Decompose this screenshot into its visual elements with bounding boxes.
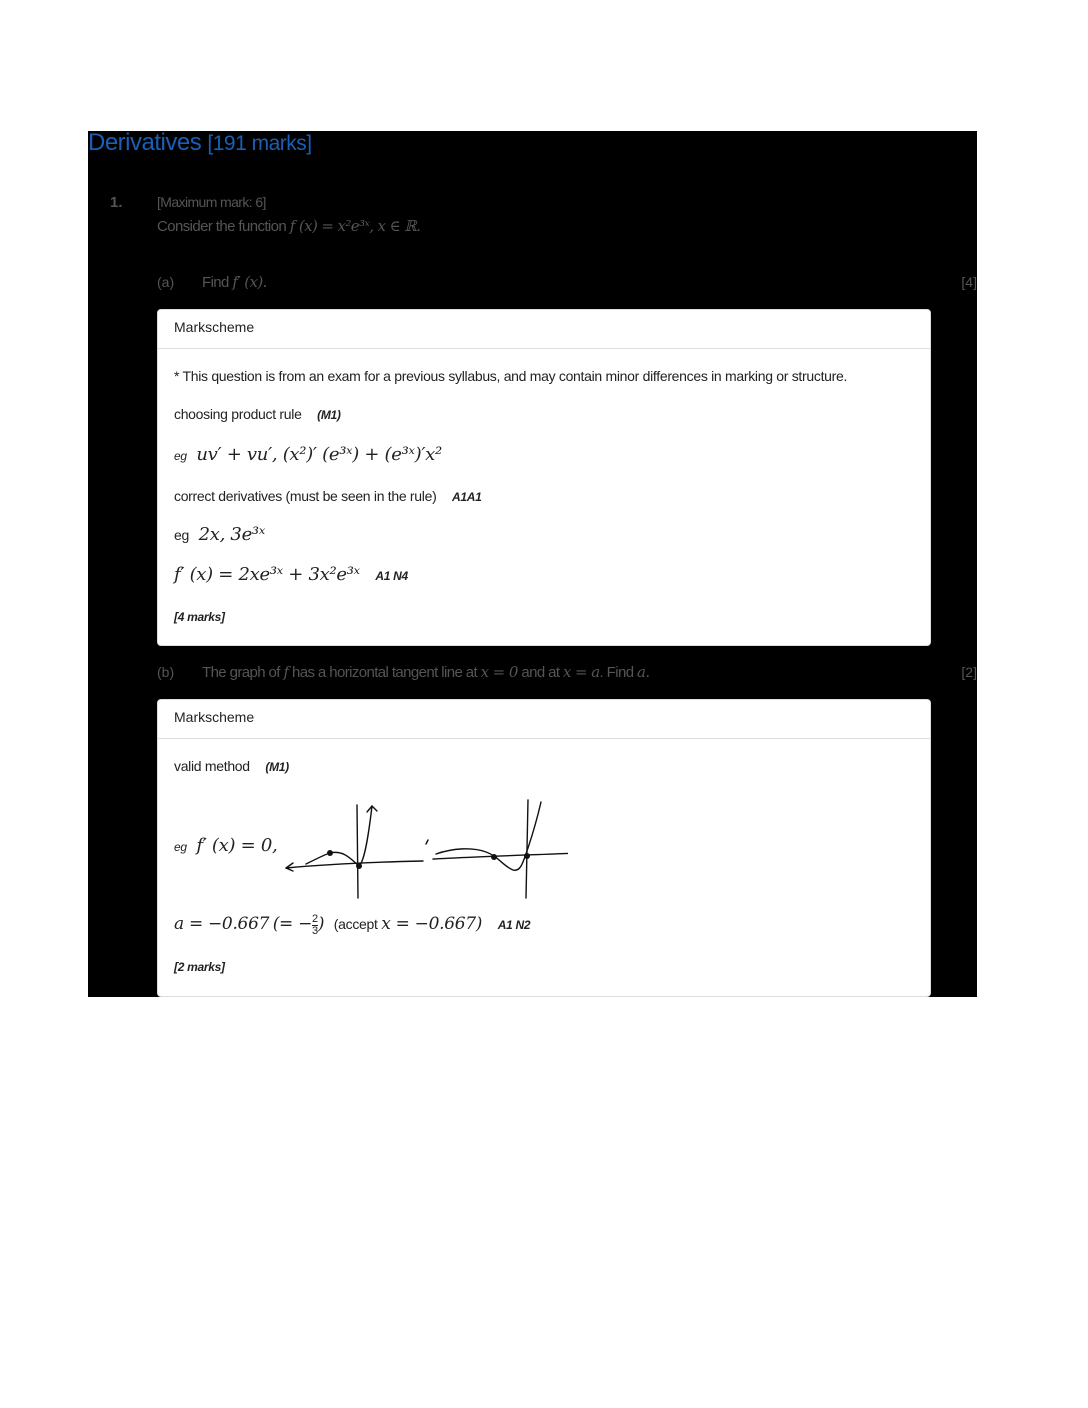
- markscheme-b-line3-math-a: a = −0.667: [174, 914, 270, 935]
- section-title: [88, 129, 312, 157]
- paren-close: ): [317, 914, 325, 935]
- markscheme-a-line5-mark: A1 N4: [375, 569, 408, 583]
- sketch-separator: [426, 840, 428, 844]
- question-stem-text: Consider the function: [157, 218, 287, 235]
- part-b-text-d: . Find: [599, 664, 634, 681]
- question-sheet: [88, 131, 977, 997]
- markscheme-a-line4: [174, 524, 265, 545]
- markscheme-a-line4-math: 2x, 3e³ˣ: [198, 524, 265, 545]
- question-stem: [157, 217, 420, 235]
- part-b-marks: [2]: [961, 664, 977, 680]
- sketch1-max-point: [327, 850, 333, 856]
- markscheme-b-line3-mark: A1 N2: [497, 918, 531, 933]
- markscheme-a-total-text: [4 marks]: [174, 610, 225, 624]
- markscheme-a-line5-math: f′ (x) = 2xe³ˣ + 3x²e³ˣ: [174, 564, 360, 585]
- sketch2-x-axis: [433, 853, 568, 859]
- sketch2-curve: [436, 802, 541, 870]
- section-title-text: Derivatives: [88, 129, 202, 156]
- markscheme-b-line2-eg: eg: [174, 840, 187, 854]
- markscheme-b-line1-mark: (M1): [265, 760, 289, 774]
- part-a-label: (a): [157, 274, 175, 290]
- markscheme-b-line1-text: valid method: [174, 758, 250, 774]
- markscheme-b-line3-text: (accept: [333, 916, 378, 933]
- part-a-math: f′ (x).: [232, 273, 267, 291]
- markscheme-b-line2-math: f′ (x) = 0,: [196, 835, 278, 856]
- graph-sketch: [268, 790, 568, 900]
- fraction-denominator: 3: [312, 925, 318, 937]
- part-b-math-b: x = 0: [480, 663, 518, 681]
- markscheme-a-line1-mark: (M1): [317, 408, 341, 422]
- sketch2-max-point: [491, 854, 497, 860]
- markscheme-a-line3-mark: A1A1: [452, 490, 482, 504]
- markscheme-b-total: [174, 958, 225, 974]
- part-b-text-c: and at: [521, 664, 560, 681]
- sketch1-origin-point: [356, 863, 362, 869]
- markscheme-b-total-text: [2 marks]: [174, 960, 225, 974]
- markscheme-a-line2: [174, 444, 442, 465]
- sketch1-y-axis: [357, 805, 358, 898]
- markscheme-a-line3: [174, 488, 482, 504]
- part-b-text-b: has a horizontal tangent line at: [291, 664, 478, 681]
- part-b-math-d: a.: [637, 663, 650, 681]
- markscheme-a-line2-math: uv′ + vu′, (x²)′ (e³ˣ) + (e³ˣ)′x²: [196, 444, 442, 465]
- part-b-prompt: [202, 663, 650, 681]
- question-number: 1.: [110, 194, 123, 211]
- question-max-mark: [Maximum mark: 6]: [157, 194, 266, 210]
- markscheme-a-line2-eg: eg: [174, 449, 187, 463]
- markscheme-a-line4-eg: eg: [174, 527, 189, 543]
- markscheme-header-b: Markscheme: [158, 700, 930, 739]
- markscheme-b-line2: [174, 835, 277, 856]
- markscheme-a-line1-text: choosing product rule: [174, 406, 302, 422]
- markscheme-a-line3-text: correct derivatives (must be seen in the rule): [174, 488, 437, 504]
- markscheme-b-line3: [174, 914, 530, 937]
- markscheme-note: * This question is from an exam for a previous syllabus, and may contain minor differences in marking or structure.: [174, 368, 848, 384]
- markscheme-b-line1: [174, 758, 289, 774]
- sketch1-curve: [306, 806, 372, 866]
- part-a-text: Find: [202, 274, 229, 291]
- part-b-math-c: x = a: [563, 663, 600, 681]
- sketch2-origin-point: [524, 853, 530, 859]
- part-a-prompt: [202, 273, 267, 291]
- fraction-numerator: 2: [312, 913, 318, 925]
- markscheme-card-a: [157, 309, 931, 646]
- paren-open: (= −: [272, 914, 313, 935]
- markscheme-a-total: [174, 608, 225, 624]
- part-b-text-a: The graph of: [202, 664, 280, 681]
- part-a-marks: [4]: [961, 274, 977, 290]
- markscheme-a-line5: [174, 564, 408, 585]
- question-stem-math: f (x) = x²e³ˣ, x ∈ ℝ.: [289, 217, 421, 235]
- markscheme-a-line1: [174, 406, 341, 422]
- markscheme-b-line3-math-b: x = −0.667): [381, 914, 483, 935]
- part-b-math-a: f: [283, 663, 289, 681]
- part-b-label: (b): [157, 664, 175, 680]
- markscheme-header-a: Markscheme: [158, 310, 930, 349]
- markscheme-card-b: [157, 699, 931, 997]
- section-marks: [191 marks]: [207, 132, 312, 155]
